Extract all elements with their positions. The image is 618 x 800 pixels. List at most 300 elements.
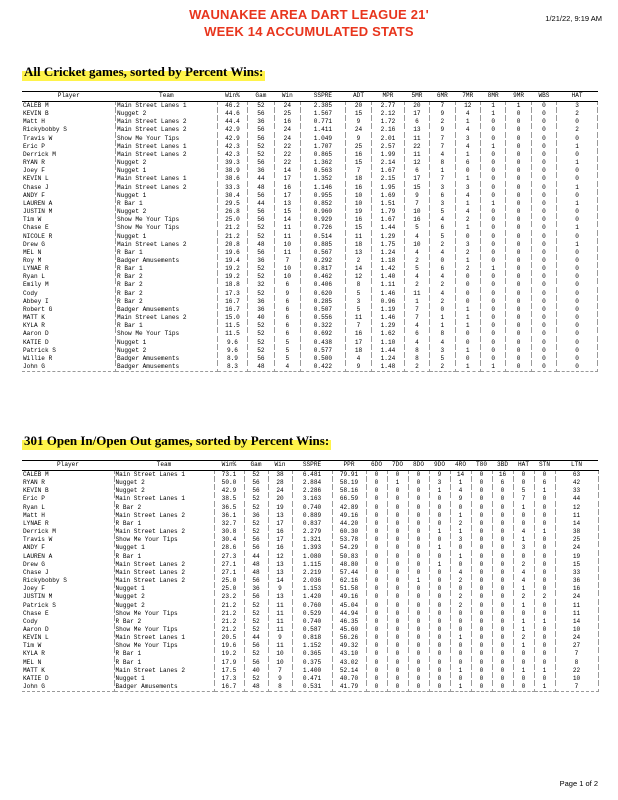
table-cell: RYAN R [22, 479, 114, 487]
table-row [22, 610, 598, 618]
table-cell: 0 [429, 618, 450, 626]
table-cell: 4 [430, 249, 455, 257]
table-cell: MEL N [22, 659, 114, 667]
table-cell: 2 [534, 593, 555, 601]
table-cell: 0 [492, 512, 513, 520]
table-cell: 11 [555, 512, 598, 520]
table-cell: 21.2 [214, 602, 244, 610]
table-cell: 0 [557, 249, 598, 257]
table-cell: 0 [480, 355, 505, 363]
table-cell: 0 [557, 216, 598, 224]
table-cell: 2 [513, 593, 534, 601]
table-cell: 0 [429, 553, 450, 561]
table-cell: Abbey I [22, 298, 116, 306]
table-cell: 33.3 [217, 184, 248, 192]
table-cell: 0 [531, 306, 556, 314]
table-cell: 0 [471, 626, 492, 634]
table-cell: 1 [450, 528, 471, 536]
table-cell: 11 [274, 224, 300, 232]
table-cell: 38.6 [217, 175, 248, 183]
table-cell: Badger Amusements [116, 257, 218, 265]
table-cell: 0.889 [292, 512, 332, 520]
table-cell: 7 [345, 322, 371, 330]
table-cell: Cody [22, 618, 114, 626]
table-cell: 1.44 [372, 347, 405, 355]
table-cell: 4 [430, 216, 455, 224]
table-cell: 13 [268, 593, 292, 601]
cricket-column-header: 6MR [430, 92, 455, 102]
table-cell: 0 [531, 208, 556, 216]
table-cell: 2 [557, 110, 598, 118]
table-cell: Show Me Your Tips [116, 135, 218, 143]
table-cell: Cody [22, 290, 116, 298]
table-cell: 0 [480, 151, 505, 159]
table-cell: 12 [268, 553, 292, 561]
league-title: WAUNAKEE AREA DART LEAGUE 21' [189, 7, 429, 22]
table-cell: 1 [513, 642, 534, 650]
table-cell: 0 [534, 553, 555, 561]
table-cell: 13 [404, 126, 429, 134]
cricket-column-header: MPR [372, 92, 405, 102]
table-cell: 0 [557, 265, 598, 273]
table-cell: 63 [555, 471, 598, 480]
table-row [22, 487, 598, 495]
table-cell: 0.885 [301, 241, 346, 249]
table-row [22, 200, 598, 208]
table-cell: 0 [387, 626, 408, 634]
table-cell: 5 [274, 355, 300, 363]
table-row [22, 118, 598, 126]
table-cell: 40 [244, 667, 268, 675]
table-cell: 2 [450, 577, 471, 585]
table-cell: 2 [450, 602, 471, 610]
table-cell: 1.10 [372, 339, 405, 347]
table-cell: Nugget 2 [114, 487, 214, 495]
table-cell: 0 [366, 618, 387, 626]
table-cell: 0 [408, 504, 429, 512]
table-cell: 0 [531, 314, 556, 322]
table-cell: 36 [555, 577, 598, 585]
table-cell: 1 [513, 536, 534, 544]
table-cell: 16 [274, 184, 300, 192]
table-cell: 44 [244, 634, 268, 642]
table-cell: 17 [404, 175, 429, 183]
table-cell: 0 [366, 487, 387, 495]
table-cell: 0.285 [301, 298, 346, 306]
table-cell: 0 [531, 347, 556, 355]
table-cell: 0 [408, 544, 429, 552]
table-cell: 0 [534, 602, 555, 610]
table-cell: KEVIN L [22, 634, 114, 642]
table-cell: 0 [429, 577, 450, 585]
table-cell: 0 [387, 659, 408, 667]
table-cell: 36 [244, 512, 268, 520]
table-cell: Travis W [22, 135, 116, 143]
table-cell: 38.5 [214, 495, 244, 503]
table-cell: 0 [492, 675, 513, 683]
table-cell: 0 [480, 298, 505, 306]
table-cell: 60.30 [332, 528, 366, 536]
table-cell: 2 [430, 118, 455, 126]
table-cell: 0 [480, 347, 505, 355]
table-cell: RYAN R [22, 159, 116, 167]
table-cell: 0.837 [292, 520, 332, 528]
table-cell: 18 [345, 241, 371, 249]
table-cell: 11 [345, 233, 371, 241]
table-cell: 0 [455, 273, 480, 281]
table-cell: 7 [555, 683, 598, 692]
table-cell: 0 [531, 330, 556, 338]
table-cell: 0 [366, 471, 387, 480]
table-cell: 0 [492, 650, 513, 658]
table-cell: 0 [506, 208, 531, 216]
table-cell: 0 [366, 569, 387, 577]
table-cell: 21.2 [214, 610, 244, 618]
table-cell: 0.507 [301, 306, 346, 314]
table-cell: 0 [531, 298, 556, 306]
table-cell: 0 [471, 610, 492, 618]
table-cell: 2 [430, 298, 455, 306]
table-cell: 48 [248, 241, 274, 249]
table-cell: Main Street Lanes 1 [114, 495, 214, 503]
table-cell: 0 [471, 659, 492, 667]
table-cell: 0 [513, 650, 534, 658]
table-cell: 0 [387, 593, 408, 601]
table-cell: 0 [366, 528, 387, 536]
table-cell: 45.60 [332, 626, 366, 634]
table-cell: Main Street Lanes 1 [116, 175, 218, 183]
table-cell: 3 [455, 241, 480, 249]
table-cell: Emily M [22, 281, 116, 289]
table-cell: 1.67 [372, 167, 405, 175]
table-cell: 2.286 [292, 487, 332, 495]
table-cell: 1.62 [372, 330, 405, 338]
table-cell: 14 [274, 167, 300, 175]
table-row [22, 314, 598, 322]
table-cell: 42 [555, 479, 598, 487]
table-cell: 0 [387, 536, 408, 544]
table-cell: 0 [531, 224, 556, 232]
cricket-column-header: 5MR [404, 92, 429, 102]
table-cell: MATT K [22, 314, 116, 322]
table-cell: 0 [506, 322, 531, 330]
table-cell: 0 [387, 495, 408, 503]
table-cell: 2.884 [292, 479, 332, 487]
open301-table-body [22, 471, 598, 692]
table-cell: 3 [430, 200, 455, 208]
table-row [22, 561, 598, 569]
table-cell: 17 [345, 339, 371, 347]
table-cell: 0.567 [301, 249, 346, 257]
table-cell: 0 [429, 536, 450, 544]
table-row [22, 175, 598, 183]
table-cell: 20.5 [214, 634, 244, 642]
table-cell: 0 [366, 561, 387, 569]
table-row [22, 577, 598, 585]
table-row [22, 224, 598, 232]
table-cell: 0 [471, 553, 492, 561]
table-cell: 52 [248, 339, 274, 347]
table-cell: 1 [450, 634, 471, 642]
open301-column-header: Gam [244, 461, 268, 471]
table-cell: 0 [471, 650, 492, 658]
table-cell: 1 [450, 667, 471, 675]
table-cell: 0 [531, 281, 556, 289]
table-cell: 42.89 [332, 504, 366, 512]
table-cell: 30.4 [214, 536, 244, 544]
table-cell: ANDY F [22, 544, 114, 552]
table-cell: 0 [366, 642, 387, 650]
table-cell: 0 [387, 642, 408, 650]
table-cell: 18.8 [217, 281, 248, 289]
table-cell: 0 [534, 536, 555, 544]
table-cell: 5 [274, 347, 300, 355]
table-cell: 1 [534, 683, 555, 692]
table-cell: 0 [408, 650, 429, 658]
table-cell: 9 [404, 192, 429, 200]
table-cell: 3 [455, 135, 480, 143]
table-cell: 11 [404, 290, 429, 298]
table-cell: 52 [248, 347, 274, 355]
table-cell: 56 [244, 536, 268, 544]
table-cell: 0 [534, 659, 555, 667]
table-cell: 2 [430, 281, 455, 289]
table-cell: 4 [455, 192, 480, 200]
table-cell: 52 [248, 233, 274, 241]
table-cell: Nugget 2 [116, 159, 218, 167]
table-cell: 4 [404, 233, 429, 241]
table-cell: 0 [387, 585, 408, 593]
table-cell: 56 [244, 659, 268, 667]
table-cell: 16 [555, 585, 598, 593]
table-cell: 2.12 [372, 110, 405, 118]
table-cell: 0 [534, 520, 555, 528]
table-cell: Joey F [22, 167, 116, 175]
table-cell: 15 [345, 159, 371, 167]
table-cell: 7 [345, 167, 371, 175]
table-cell: Rickybobby S [22, 126, 116, 134]
table-cell: 13 [268, 512, 292, 520]
table-cell: 0 [408, 495, 429, 503]
table-cell: 5 [404, 265, 429, 273]
table-cell: John G [22, 363, 116, 372]
table-cell: R Bar 2 [116, 298, 218, 306]
table-cell: 7 [430, 102, 455, 111]
table-cell: Nugget 2 [114, 593, 214, 601]
table-cell: 18 [345, 347, 371, 355]
table-cell: 9 [345, 118, 371, 126]
table-cell: 13 [345, 249, 371, 257]
table-cell: 6 [274, 330, 300, 338]
table-cell: 0 [366, 495, 387, 503]
table-cell: Main Street Lanes 2 [116, 314, 218, 322]
table-cell: CALEB M [22, 471, 114, 480]
table-cell: 0 [408, 602, 429, 610]
cricket-column-header: SSPRE [301, 92, 346, 102]
table-cell: 0 [531, 265, 556, 273]
table-cell: R Bar 1 [116, 322, 218, 330]
table-cell: 0.771 [301, 118, 346, 126]
table-cell: 0 [429, 634, 450, 642]
table-cell: 1.411 [301, 126, 346, 134]
table-cell: 1.99 [372, 151, 405, 159]
table-cell: 0.955 [301, 192, 346, 200]
table-cell: 0 [408, 610, 429, 618]
table-cell: 25.0 [214, 577, 244, 585]
table-cell: 0 [506, 192, 531, 200]
table-cell: 13 [274, 200, 300, 208]
table-cell: 1.95 [372, 184, 405, 192]
table-cell: 4 [404, 339, 429, 347]
table-cell: 1 [429, 561, 450, 569]
table-cell: 0 [506, 281, 531, 289]
table-row [22, 642, 598, 650]
table-cell: 0 [534, 675, 555, 683]
cricket-header-row [22, 92, 598, 102]
table-cell: 6 [455, 159, 480, 167]
table-cell: 52 [244, 675, 268, 683]
table-cell: 4 [404, 249, 429, 257]
table-cell: 0 [506, 355, 531, 363]
table-cell: 1.321 [292, 536, 332, 544]
cricket-column-header: Gam [248, 92, 274, 102]
table-cell: 2 [404, 281, 429, 289]
table-cell: 48 [244, 683, 268, 692]
table-cell: 14 [345, 265, 371, 273]
table-cell: Main Street Lanes 1 [114, 471, 214, 480]
table-cell: 7 [404, 314, 429, 322]
table-cell: Main Street Lanes 2 [116, 241, 218, 249]
table-cell: 16 [492, 471, 513, 480]
table-cell: NICOLE R [22, 233, 116, 241]
table-cell: 0 [557, 257, 598, 265]
table-cell: 52 [248, 273, 274, 281]
table-cell: Nugget 2 [116, 208, 218, 216]
table-cell: 19 [345, 208, 371, 216]
table-cell: 11 [268, 610, 292, 618]
table-cell: 36 [248, 257, 274, 265]
table-cell: 6 [430, 224, 455, 232]
table-cell: 0 [471, 683, 492, 692]
table-cell: 24 [274, 126, 300, 134]
table-cell: 1 [480, 363, 505, 372]
table-cell: 8 [345, 281, 371, 289]
table-cell: 1.352 [301, 175, 346, 183]
table-cell: 0 [366, 683, 387, 692]
table-cell: 0 [366, 504, 387, 512]
table-cell: 2.279 [292, 528, 332, 536]
open301-column-header: LTN [555, 461, 598, 471]
table-cell: 1.153 [292, 585, 332, 593]
table-cell: 44.4 [217, 118, 248, 126]
table-cell: 49.32 [332, 642, 366, 650]
table-cell: 15 [404, 184, 429, 192]
table-cell: 17.9 [214, 659, 244, 667]
table-cell: Nugget 2 [114, 479, 214, 487]
table-cell: Badger Amusements [116, 306, 218, 314]
table-cell: 1 [450, 553, 471, 561]
table-cell: 1 [408, 577, 429, 585]
table-cell: 14 [450, 471, 471, 480]
table-cell: 1 [513, 504, 534, 512]
table-cell: Matt H [22, 118, 116, 126]
table-cell: 1 [387, 479, 408, 487]
table-cell: 6 [274, 306, 300, 314]
table-row [22, 281, 598, 289]
table-cell: 1 [480, 110, 505, 118]
table-cell: 0 [480, 224, 505, 232]
table-cell: Show Me Your Tips [116, 330, 218, 338]
table-cell: Show Me Your Tips [114, 626, 214, 634]
table-cell: 2.57 [372, 143, 405, 151]
table-cell: 44 [555, 495, 598, 503]
table-cell: 6 [274, 314, 300, 322]
table-cell: 10 [345, 200, 371, 208]
table-cell: R Bar 2 [116, 290, 218, 298]
table-cell: 17.3 [214, 675, 244, 683]
table-cell: 56 [248, 159, 274, 167]
cricket-column-header: 8MR [480, 92, 505, 102]
table-cell: Aaron D [22, 626, 114, 634]
table-cell: 3 [513, 544, 534, 552]
table-cell: 0 [480, 208, 505, 216]
table-cell: 0.365 [292, 650, 332, 658]
table-cell: 9 [345, 363, 371, 372]
table-cell: 1 [513, 626, 534, 634]
page-number: Page 1 of 2 [559, 779, 598, 788]
table-cell: 2 [430, 363, 455, 372]
table-cell: 9 [268, 585, 292, 593]
table-cell: 56 [248, 192, 274, 200]
table-cell: 1 [534, 618, 555, 626]
table-cell: 0 [429, 650, 450, 658]
table-cell: 19 [555, 553, 598, 561]
table-cell: 1.146 [301, 184, 346, 192]
table-cell: 0 [366, 602, 387, 610]
table-cell: 0 [366, 479, 387, 487]
table-cell: 48.80 [332, 561, 366, 569]
table-cell: 16 [268, 528, 292, 536]
table-cell: 0 [513, 675, 534, 683]
table-cell: 0 [408, 659, 429, 667]
table-cell: 52 [244, 528, 268, 536]
table-cell: 0 [506, 330, 531, 338]
table-cell: 0 [471, 495, 492, 503]
table-cell: 1 [557, 200, 598, 208]
table-cell: 0.577 [301, 347, 346, 355]
table-cell: 16.7 [214, 683, 244, 692]
table-cell: 20.8 [217, 241, 248, 249]
table-cell: 1 [513, 585, 534, 593]
table-cell: 56 [244, 479, 268, 487]
table-cell: 0.740 [292, 618, 332, 626]
table-cell: 58.19 [332, 479, 366, 487]
table-cell: 44 [248, 200, 274, 208]
table-cell: 44.20 [332, 520, 366, 528]
table-cell: 0.531 [292, 683, 332, 692]
table-cell: 15 [555, 561, 598, 569]
table-cell: 11 [555, 602, 598, 610]
open301-column-header: T80 [471, 461, 492, 471]
table-cell: 62.16 [332, 577, 366, 585]
table-cell: 1 [534, 487, 555, 495]
table-cell: 48 [244, 561, 268, 569]
table-cell: 1 [455, 363, 480, 372]
table-row [22, 241, 598, 249]
table-cell: 5 [430, 233, 455, 241]
table-cell: 2 [513, 561, 534, 569]
table-cell: Chase E [22, 224, 116, 232]
